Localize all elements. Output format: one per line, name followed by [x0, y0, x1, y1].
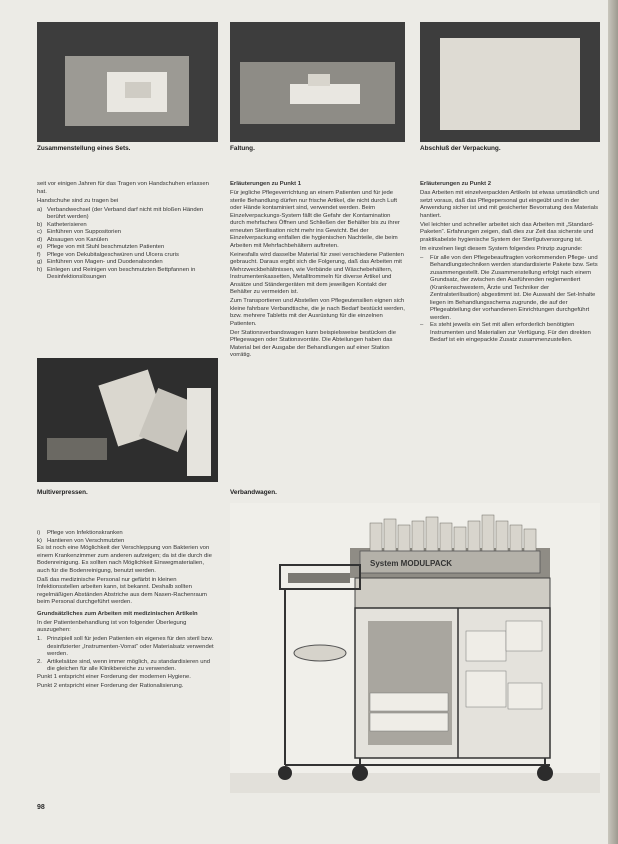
photo-folding	[230, 22, 405, 142]
caption-photo-3: Abschluß der Verpackung.	[420, 145, 501, 152]
col1-lead: Handschuhe sind zu tragen bei	[37, 197, 119, 204]
col1-outro: Punkt 2 entspricht einer Forderung der Rationalisierung.	[37, 682, 184, 689]
photo-multi-press	[37, 358, 218, 482]
col1-list	[37, 207, 218, 282]
page-number: 98	[37, 804, 45, 811]
column-1-bottom-text	[37, 530, 218, 795]
col1-paragraph: Es ist noch eine Möglichkeit der Verschleppung von Bakterien von einem Krankenzimmer zum anderen aufzeigen; da ist die durch die Bodenreinigung. Es sollten nach Möglichkeit Einwegmaterialien, auch für die Bodenreinigung, benutzt werden.	[37, 545, 212, 574]
list-item: k) Hantieren von Verschmutzten	[37, 537, 125, 544]
photo-set-assembly	[37, 22, 218, 142]
column-2-text	[230, 181, 405, 481]
list-item: e) Pflege von mit Stuhl beschmutzten Patienten	[37, 244, 165, 250]
photo-packaging-closure	[420, 22, 600, 142]
column-3-text	[420, 181, 600, 481]
list-item: a) Verbandwechsel (der Verband darf nicht mit bloßen Händen berührt werden)	[37, 206, 204, 220]
list-item: b) Katheterisieren	[37, 221, 87, 228]
list-item: 1. Prinzipiell soll für jeden Patienten ein eigenes für den steril bzw. desinfizierter „Instrumenten-Vorrat“ oder Materialsatz verwendet werden.	[37, 636, 214, 657]
list-item: c) Einführen von Suppositorien	[37, 229, 122, 235]
caption-photo-2: Faltung.	[230, 145, 255, 152]
col2-paragraph: Für jegliche Pflegeverrichtung an einem Patienten und für jede sterile Behandlung dürfen nur frische Artikel, die nicht durch Luft oder Hände kontaminiert sind, verwendet werden. Beim Einzelverpackungs-System fällt die Gefahr der Kontamination durch mehrfaches Öffnen und Schließen der Behälter bis zu ihrer erneuten Sterilisation nicht mehr ins Gewicht. Bei der Einzelverpackung entfallen die hygienischen Nachteile, die beim Arbeiten mit Mehrfachbehältern auftreten.	[230, 190, 400, 249]
list-item: g) Einführen von Magen- und Duodenalsonden	[37, 259, 163, 265]
list-item: h) Einlegen und Reinigen von beschmutzten Bettpfannen in Desinfektionslösungen	[37, 266, 196, 280]
col2-paragraph: Keinesfalls wird dasselbe Material für zwei verschiedene Patienten gebraucht. Daraus ergibt sich die Folgerung, daß das Arbeiten mit Mehrzweckbehältnissen, wie Verbände und Wäschebehältern, Instrumentenkassetten, Metalltrommeln für diverse Artikel und Ansätze und Ständergeräten mit dem jeweiligen Kontakt der Behälter zu vermeiden ist.	[230, 251, 404, 295]
column-1-top-text	[37, 181, 218, 346]
list-item: d) Absaugen von Kanülen	[37, 236, 108, 243]
col2-paragraph: Zum Transportieren und Abstellen von Pflegeutensilien eignen sich kleine fahrbare Verbandtische, die je nach Bedarf bestückt werden, bzw. mehrere Tabletts mit der Ausrüstung für die einzelnen Patienten.	[230, 298, 405, 327]
col3-heading: Erläuterungen zu Punkt 2	[420, 181, 492, 187]
list-item: i) Pflege von Infektionskranken	[37, 530, 123, 536]
list-item: – Für alle von den Pflegebeauftragten vorkommenden Pflege- und Behandlungstechniken werden standardisierte Pakete bzw. Sets zusammengestellt. Die Zusammenstellung erfolgt nach einem Grundsatz, der zwischen den Ausführenden reglementiert (Krankenschwestern, Ärzte und Techniker der Zentralsterilisation) abgestimmt ist. Die Auswahl der Set-Inhalte liegen im Behandlungsschema zugrunde, die auf der Pflegeabteilung der vorhandenen Einrichtungen durchgeführt werden.	[420, 254, 598, 321]
list-item: 2. Artikelsätze sind, wenn immer möglich, zu standardisieren und die gleichen für alle Klinikbereiche zu verwenden.	[37, 658, 211, 672]
col1-paragraph: Daß das medizinische Personal nur gefärbt in kleinen Infektionsstellen arbeiten kann, ist bekannt. Deshalb sollten regelmäßigen Abständen Abstriche aus dem Nasen-Rachenraum beim Personal durchgeführt werden.	[37, 576, 207, 605]
col2-paragraph: Der Stationsverbandswagen kann beispielsweise bestücken die Pflegewagen oder Stationsvorräte. Die Abteilungen haben das Material bei der Ausgabe der Behandlungen auf einer Station vorrätig.	[230, 329, 397, 358]
col3-paragraph: Im einzelnen liegt diesem System folgendes Prinzip zugrunde:	[420, 245, 583, 252]
list-item: f) Pflege von Dekubitalgeschwüren und Ulcera cruris	[37, 251, 179, 258]
cart-sign-text: System MODULPACK	[370, 559, 453, 568]
page-edge-shadow	[608, 0, 618, 844]
col1-intro: seit vor einigen Jahren für das Tragen von Handschuhen erlassen hat.	[37, 181, 209, 195]
list-item: – Es steht jeweils ein Set mit allen erforderlich benötigten Instrumenten und Materialien zur Verfügung. Für den direkten Bedarf ist ein eingepackte Zusatz zusammenzustellen.	[420, 322, 591, 343]
col3-paragraph: Viel leichter und schneller arbeitet sich das Arbeiten mit „Standard-Paketen“. Erfahrungen zeigen, daß dies zur Zeit das sicherste und praktikabelste hygienische System der Sterilgutversorgung ist.	[420, 221, 594, 243]
col1-intro-2: In der Patientenbehandlung ist von folgender Überlegung auszugehen:	[37, 619, 187, 633]
cart-illustration	[230, 503, 600, 793]
col2-heading: Erläuterungen zu Punkt 1	[230, 181, 302, 187]
col1-heading: Grundsätzliches zum Arbeiten mit medizinischen Artikeln	[37, 610, 198, 617]
col1-outro: Punkt 1 entspricht einer Forderung der modernen Hygiene.	[37, 673, 191, 680]
col3-paragraph: Das Arbeiten mit einzelverpackten Artikeln ist etwas umständlich und setzt voraus, daß das Pflegepersonal gut eingeübt und in der Anwendung sicher ist und mit gesicherter Bevorratung des Materials hantiert.	[420, 190, 600, 219]
caption-photo-5: Verbandwagen.	[230, 489, 277, 496]
caption-photo-4: Multiverpressen.	[37, 489, 88, 496]
caption-photo-1: Zusammenstellung eines Sets.	[37, 145, 131, 152]
photo-dressing-cart	[230, 503, 600, 793]
